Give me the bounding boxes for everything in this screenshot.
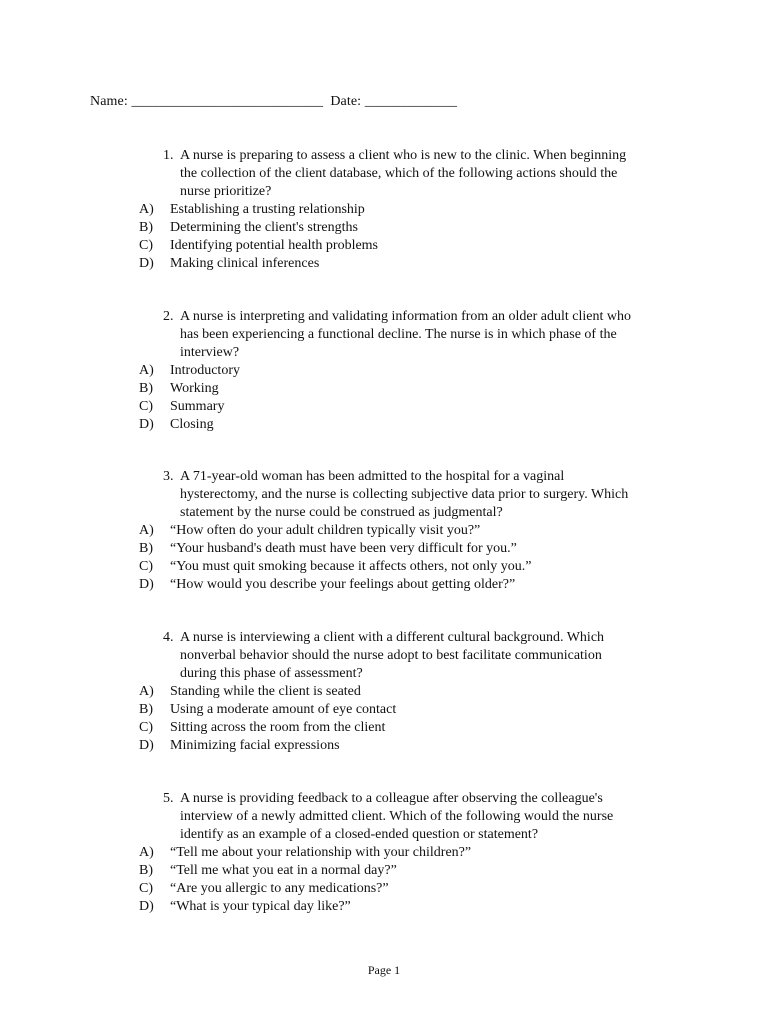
question-3 bbox=[0, 468, 768, 594]
answer-option[interactable] bbox=[0, 844, 768, 862]
option-text: “How often do your adult children typically visit you?” bbox=[170, 523, 481, 538]
answer-option[interactable] bbox=[0, 380, 768, 398]
option-letter: A) bbox=[139, 845, 154, 860]
option-letter: D) bbox=[139, 577, 154, 592]
answer-option[interactable] bbox=[0, 398, 768, 416]
question-stem bbox=[0, 629, 660, 683]
stem-line: during this phase of assessment? bbox=[180, 666, 363, 681]
stem-line: nurse prioritize? bbox=[180, 184, 272, 199]
page-footer bbox=[0, 961, 768, 979]
option-letter: A) bbox=[139, 523, 154, 538]
option-text: “You must quit smoking because it affects others, not only you.” bbox=[170, 559, 532, 574]
option-text: “Are you allergic to any medications?” bbox=[170, 881, 389, 896]
stem-line: nonverbal behavior should the nurse adopt to best facilitate communication bbox=[180, 648, 602, 663]
question-stem bbox=[0, 147, 660, 201]
option-text: Using a moderate amount of eye contact bbox=[170, 702, 397, 717]
answer-option[interactable] bbox=[0, 540, 768, 558]
option-text: Introductory bbox=[170, 363, 240, 378]
option-text: Standing while the client is seated bbox=[170, 684, 361, 699]
question-2 bbox=[0, 308, 768, 434]
option-letter: D) bbox=[139, 256, 154, 271]
option-text: Establishing a trusting relationship bbox=[170, 202, 365, 217]
option-letter: B) bbox=[139, 863, 153, 878]
question-5 bbox=[0, 790, 768, 916]
answer-options bbox=[0, 362, 768, 434]
stem-line: statement by the nurse could be construed as judgmental? bbox=[180, 505, 503, 520]
answer-option[interactable] bbox=[0, 416, 768, 434]
stem-line: interview? bbox=[180, 345, 240, 360]
answer-option[interactable] bbox=[0, 558, 768, 576]
answer-option[interactable] bbox=[0, 737, 768, 755]
option-letter: B) bbox=[139, 541, 153, 556]
answer-options bbox=[0, 844, 768, 916]
answer-option[interactable] bbox=[0, 201, 768, 219]
option-text: “Your husband's death must have been very difficult for you.” bbox=[170, 541, 517, 556]
answer-option[interactable] bbox=[0, 219, 768, 237]
answer-options bbox=[0, 683, 768, 755]
option-letter: B) bbox=[139, 381, 153, 396]
option-text: “What is your typical day like?” bbox=[170, 899, 351, 914]
stem-line: A 71-year-old woman has been admitted to the hospital for a vaginal bbox=[180, 469, 565, 484]
answer-option[interactable] bbox=[0, 576, 768, 594]
option-letter: B) bbox=[139, 702, 153, 717]
answer-option[interactable] bbox=[0, 237, 768, 255]
name-blank: ___________________________ bbox=[131, 94, 324, 109]
question-number: 5. bbox=[163, 791, 174, 806]
stem-line: interview of a newly admitted client. Which of the following would the nurse bbox=[180, 809, 614, 824]
question-1 bbox=[0, 147, 768, 273]
answer-options bbox=[0, 201, 768, 273]
option-text: Summary bbox=[170, 399, 225, 414]
option-letter: A) bbox=[139, 202, 154, 217]
question-4 bbox=[0, 629, 768, 755]
question-number: 3. bbox=[163, 469, 174, 484]
answer-option[interactable] bbox=[0, 255, 768, 273]
option-letter: D) bbox=[139, 899, 154, 914]
name-label: Name: bbox=[90, 94, 128, 109]
stem-line: A nurse is interviewing a client with a different cultural background. Which bbox=[180, 630, 605, 645]
page-number: Page 1 bbox=[367, 963, 401, 977]
option-text: “Tell me what you eat in a normal day?” bbox=[170, 863, 397, 878]
answer-option[interactable] bbox=[0, 898, 768, 916]
option-text: Working bbox=[170, 381, 219, 396]
option-letter: C) bbox=[139, 399, 153, 414]
answer-option[interactable] bbox=[0, 362, 768, 380]
stem-line: has been experiencing a functional decline. The nurse is in which phase of the bbox=[180, 327, 617, 342]
question-stem bbox=[0, 308, 660, 362]
question-number: 1. bbox=[163, 148, 174, 163]
answer-options bbox=[0, 522, 768, 594]
stem-line: identify as an example of a closed-ended question or statement? bbox=[180, 827, 539, 842]
stem-line: A nurse is preparing to assess a client who is new to the clinic. When beginning bbox=[180, 148, 627, 163]
answer-option[interactable] bbox=[0, 862, 768, 880]
option-letter: D) bbox=[139, 417, 154, 432]
option-letter: A) bbox=[139, 363, 154, 378]
answer-option[interactable] bbox=[0, 880, 768, 898]
date-label: Date: bbox=[330, 94, 362, 109]
answer-option[interactable] bbox=[0, 701, 768, 719]
question-number: 4. bbox=[163, 630, 174, 645]
stem-line: the collection of the client database, which of the following actions should the bbox=[180, 166, 618, 181]
option-text: Sitting across the room from the client bbox=[170, 720, 386, 735]
option-text: “Tell me about your relationship with your children?” bbox=[170, 845, 472, 860]
stem-line: A nurse is providing feedback to a colleague after observing the colleague's bbox=[180, 791, 603, 806]
option-text: Making clinical inferences bbox=[170, 256, 320, 271]
stem-line: hysterectomy, and the nurse is collecting subjective data prior to surgery. Which bbox=[180, 487, 629, 502]
option-text: Identifying potential health problems bbox=[170, 238, 379, 253]
option-letter: C) bbox=[139, 559, 153, 574]
date-blank: _____________ bbox=[364, 94, 458, 109]
option-letter: A) bbox=[139, 684, 154, 699]
option-letter: C) bbox=[139, 720, 153, 735]
answer-option[interactable] bbox=[0, 683, 768, 701]
name-date-header bbox=[90, 93, 457, 111]
question-stem bbox=[0, 468, 660, 522]
option-text: Closing bbox=[170, 417, 214, 432]
option-letter: C) bbox=[139, 881, 153, 896]
question-number: 2. bbox=[163, 309, 174, 324]
option-letter: D) bbox=[139, 738, 154, 753]
answer-option[interactable] bbox=[0, 522, 768, 540]
option-text: Determining the client's strengths bbox=[170, 220, 358, 235]
stem-line: A nurse is interpreting and validating information from an older adult client who bbox=[180, 309, 632, 324]
answer-option[interactable] bbox=[0, 719, 768, 737]
option-letter: C) bbox=[139, 238, 153, 253]
option-letter: B) bbox=[139, 220, 153, 235]
option-text: Minimizing facial expressions bbox=[170, 738, 340, 753]
question-stem bbox=[0, 790, 660, 844]
option-text: “How would you describe your feelings about getting older?” bbox=[170, 577, 516, 592]
